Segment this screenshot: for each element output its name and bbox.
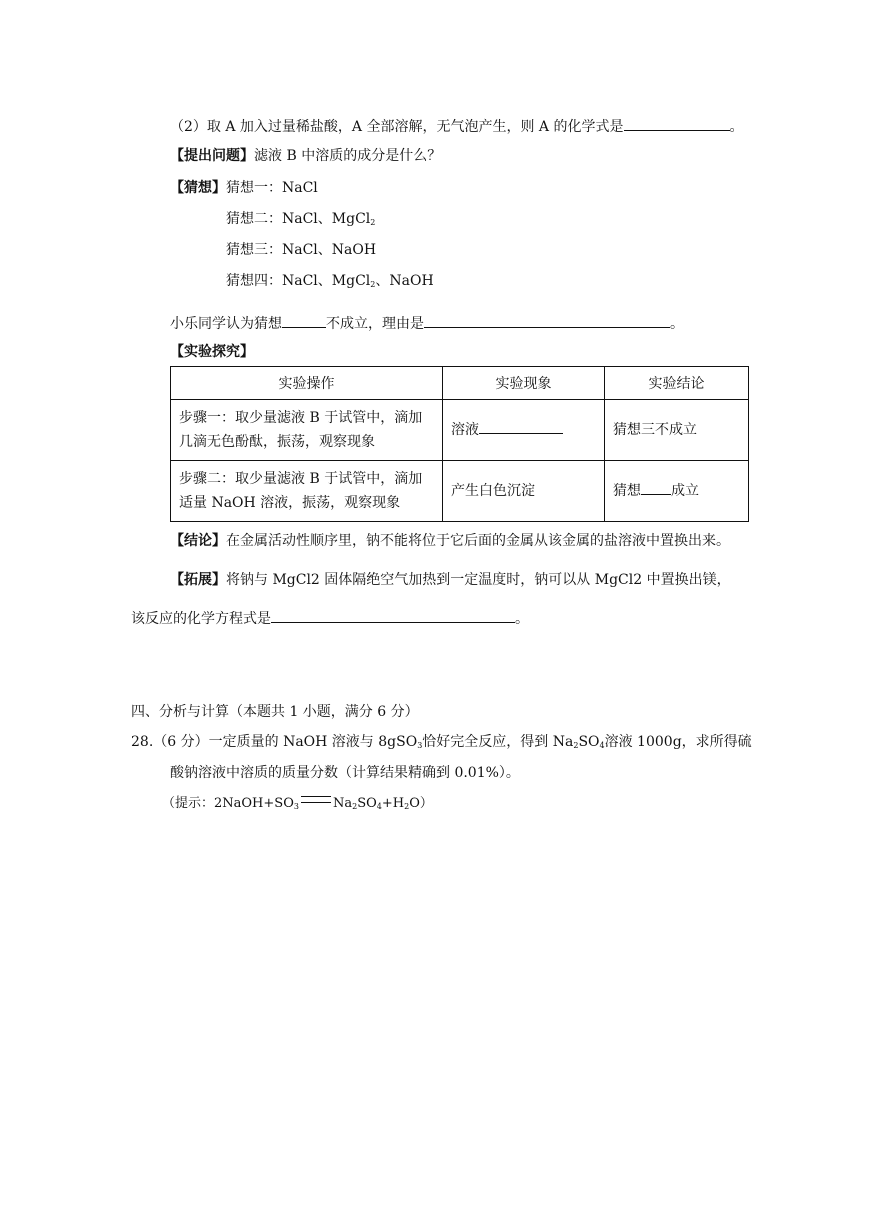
guess-line-1 — [170, 178, 318, 198]
hint-sub-4: 2 — [404, 802, 410, 811]
question-28-hint — [162, 794, 433, 814]
step-1-phenomenon-text: 溶液 — [451, 422, 479, 438]
extension-tag: 【拓展】 — [170, 572, 226, 588]
guess-4-label: 猜想四： — [226, 273, 282, 289]
question-28-line-1 — [131, 732, 752, 752]
guess-line-4 — [226, 271, 434, 291]
step-2-line-1: 步骤二：取少量滤液 B 于试管中，滴加 — [179, 471, 423, 487]
experiment-table — [170, 366, 749, 522]
guess-3-label: 猜想三： — [226, 242, 282, 258]
guess-4-value: NaCl、MgCl — [282, 273, 371, 289]
answer-blank-equation[interactable] — [271, 607, 515, 623]
question-2-text: （2）取 A 加入过量稀盐酸，A 全部溶解，无气泡产生，则 A 的化学式是 — [170, 119, 624, 135]
guess-1-value: NaCl — [282, 180, 318, 196]
guess-2-label: 猜想二： — [226, 211, 282, 227]
step-2-conclusion-text-1: 猜想 — [613, 483, 641, 499]
hint-text-2: Na — [332, 796, 353, 811]
guess-1-label: 猜想一： — [226, 180, 282, 196]
extension-line-2 — [131, 607, 529, 629]
guess-line-2 — [226, 209, 375, 229]
hint-text-5: O） — [409, 796, 433, 811]
q28-text-3: SO — [578, 734, 600, 750]
hint-text-1: （提示：2NaOH+SO — [162, 796, 294, 811]
raise-question-tag: 【提出问题】 — [170, 148, 254, 164]
q28-sub-2: 2 — [573, 741, 579, 750]
guess-2-value: NaCl、MgCl — [282, 211, 371, 227]
answer-blank-phenomenon[interactable] — [479, 418, 563, 434]
table-header-row — [171, 367, 749, 400]
period: 。 — [729, 119, 744, 135]
conclusion-tag: 【结论】 — [170, 533, 226, 549]
step-2-conclusion — [605, 461, 749, 522]
conclusion-line — [170, 531, 730, 551]
step-1-line-1: 步骤一：取少量滤液 B 于试管中，滴加 — [179, 410, 423, 426]
table-row — [171, 400, 749, 461]
guess-line-3 — [226, 240, 376, 260]
question-28-line-2: 酸钠溶液中溶质的质量分数（计算结果精确到 0.01%）。 — [170, 765, 520, 781]
extension-line-1 — [170, 570, 731, 590]
header-operation: 实验操作 — [171, 367, 443, 400]
extension-text: 将钠与 MgCl2 固体隔绝空气加热到一定温度时，钠可以从 MgCl2 中置换出镁， — [226, 572, 731, 588]
hint-text-3: SO — [357, 796, 377, 811]
answer-blank-conclusion[interactable] — [641, 479, 671, 495]
section-4-title: 四、分析与计算（本题共 1 小题，满分 6 分） — [131, 704, 419, 720]
step-2-phenomenon: 产生白色沉淀 — [443, 461, 605, 522]
period: 。 — [515, 611, 529, 627]
reason-line — [170, 312, 684, 334]
hint-sub-3: 4 — [376, 802, 382, 811]
extension-text-2: 该反应的化学方程式是 — [131, 611, 271, 627]
answer-blank-reason[interactable] — [424, 312, 670, 328]
reason-text-3: 。 — [670, 316, 684, 332]
step-1-operation — [171, 400, 443, 461]
step-1-conclusion: 猜想三不成立 — [605, 400, 749, 461]
answer-blank-formula[interactable] — [624, 115, 730, 131]
question-2-line — [170, 115, 744, 137]
answer-blank-guess[interactable] — [282, 312, 326, 328]
hint-text-4: +H — [381, 796, 405, 811]
header-phenomenon: 实验现象 — [443, 367, 605, 400]
table-row — [171, 461, 749, 522]
step-2-operation — [171, 461, 443, 522]
header-conclusion: 实验结论 — [605, 367, 749, 400]
q28-text-1: 一定质量的 NaOH 溶液与 8gSO — [208, 734, 418, 750]
guess-tag: 【猜想】 — [170, 180, 226, 196]
q28-sub-3: 4 — [599, 741, 605, 750]
raise-question-line — [170, 146, 441, 166]
step-2-conclusion-text-2: 成立 — [671, 483, 699, 499]
reason-text-1: 小乐同学认为猜想 — [170, 316, 282, 332]
guess-4-value-end: 、NaOH — [375, 273, 434, 289]
hint-sub-1: 3 — [293, 802, 299, 811]
guess-2-subscript: 2 — [370, 218, 376, 227]
step-1-line-2: 几滴无色酚酞，振荡，观察现象 — [179, 434, 375, 450]
raise-question-text: 滤液 B 中溶质的成分是什么？ — [254, 148, 442, 164]
step-2-line-2: 适量 NaOH 溶液，振荡，观察现象 — [179, 495, 401, 511]
experiment-tag: 【实验探究】 — [170, 344, 254, 360]
q28-sub-1: 3 — [417, 741, 423, 750]
question-28-number: 28.（6 分） — [131, 734, 209, 750]
guess-4-subscript: 2 — [370, 280, 376, 289]
conclusion-text: 在金属活动性顺序里，钠不能将位于它后面的金属从该金属的盐溶液中置换出来。 — [226, 533, 730, 549]
equals-sign-icon — [301, 796, 331, 803]
reason-text-2: 不成立，理由是 — [326, 316, 424, 332]
q28-text-2: 恰好完全反应，得到 Na — [422, 734, 574, 750]
hint-sub-2: 2 — [352, 802, 358, 811]
guess-3-value: NaCl、NaOH — [282, 242, 377, 258]
q28-text-4: 溶液 1000g，求所得硫 — [604, 734, 752, 750]
step-1-phenomenon — [443, 400, 605, 461]
